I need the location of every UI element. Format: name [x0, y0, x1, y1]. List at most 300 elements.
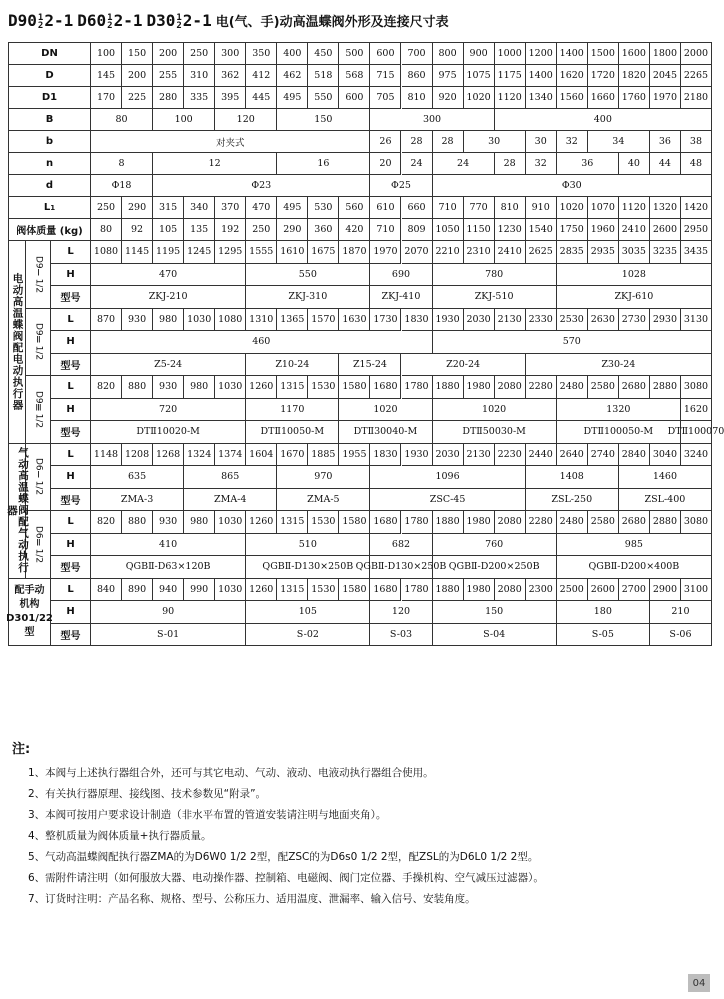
span-cell: ZKJ-310	[246, 286, 370, 309]
span-cell: S-04	[433, 624, 557, 647]
value-cell: 3435	[681, 241, 712, 264]
span-cell: S-01	[91, 624, 246, 647]
row-label: L	[51, 444, 91, 467]
value-cell: 715	[370, 65, 401, 87]
row-label: 阀体质量 (kg)	[9, 219, 91, 241]
dn-cell: 500	[339, 43, 370, 65]
span-cell: 1320	[557, 399, 681, 422]
value-cell: 3240	[681, 444, 712, 467]
value-cell: 1970	[370, 241, 401, 264]
value-cell: 3080	[681, 511, 712, 534]
value-cell: 2950	[681, 219, 712, 241]
page-title	[8, 6, 708, 36]
value-cell: 250	[246, 219, 277, 241]
span-cell: 180	[557, 601, 650, 624]
value-cell: 2410	[619, 219, 650, 241]
value-cell: 870	[91, 309, 122, 332]
row-label: L	[51, 376, 91, 399]
value-cell: 2630	[588, 309, 619, 332]
span-cell: 985	[557, 534, 712, 557]
dn-cell: 1600	[619, 43, 650, 65]
note-item: 7、订货时注明：产品名称、规格、型号、公称压力、适用温度、泄漏率、输入信号、安装角度。	[28, 893, 476, 905]
value-cell: 192	[215, 219, 246, 241]
value-cell: 530	[308, 197, 339, 219]
span-cell: Φ23	[153, 175, 370, 197]
value-cell: 2880	[650, 511, 681, 534]
span-cell: 105	[246, 601, 370, 624]
value-cell: 170	[91, 87, 122, 109]
value-cell: 930	[153, 511, 184, 534]
span-cell: 682	[370, 534, 432, 557]
span-cell: 300	[370, 109, 494, 131]
value-cell: 280	[153, 87, 184, 109]
dn-cell: 700	[402, 43, 433, 65]
span-cell: 24	[402, 153, 433, 175]
value-cell: 462	[277, 65, 308, 87]
span-cell: 44	[650, 153, 681, 175]
span-cell: 32	[526, 153, 557, 175]
value-cell: 1120	[619, 197, 650, 219]
value-cell: 2130	[464, 444, 495, 467]
span-cell: QGBⅡ-D130×250B	[246, 556, 370, 579]
span-cell: Φ18	[91, 175, 153, 197]
value-cell: 1070	[588, 197, 619, 219]
notes-section	[12, 738, 702, 910]
value-cell: 980	[184, 376, 215, 399]
span-cell: 32	[557, 131, 588, 153]
value-cell: 1680	[370, 579, 401, 602]
span-cell: 470	[91, 264, 246, 287]
value-cell: 1620	[557, 65, 588, 87]
dn-cell: 250	[184, 43, 215, 65]
span-cell: 36	[557, 153, 619, 175]
span-cell: S-06	[650, 624, 712, 647]
span-cell: 8	[91, 153, 153, 175]
value-cell: 2230	[495, 444, 526, 467]
span-cell: DTⅡ50030-M	[433, 421, 557, 444]
span-cell: 24	[433, 153, 495, 175]
value-cell: 2480	[557, 511, 588, 534]
value-cell: 2130	[495, 309, 526, 332]
row-label: H	[51, 264, 91, 287]
span-cell: ZSL-400	[619, 489, 712, 512]
span-cell: S-05	[557, 624, 650, 647]
span-cell: 30	[464, 131, 526, 153]
span-cell: 1096	[370, 466, 525, 489]
value-cell: 2210	[433, 241, 464, 264]
span-cell: ZMA-4	[184, 489, 277, 512]
value-cell: 1320	[650, 197, 681, 219]
value-cell: 2280	[526, 511, 557, 534]
value-cell: 1880	[433, 511, 464, 534]
span-cell: 1170	[246, 399, 339, 422]
span-cell: 1408	[526, 466, 619, 489]
dn-cell: 1000	[495, 43, 526, 65]
value-cell: 2045	[650, 65, 681, 87]
value-cell: 1260	[246, 579, 277, 602]
value-cell: 1830	[370, 444, 401, 467]
value-cell: 1570	[308, 309, 339, 332]
span-cell: ZMA-5	[277, 489, 370, 512]
value-cell: 1530	[308, 511, 339, 534]
value-cell: 2600	[650, 219, 681, 241]
value-cell: 1030	[184, 309, 215, 332]
value-cell: 550	[308, 87, 339, 109]
value-cell: 2880	[650, 376, 681, 399]
dn-cell: 450	[308, 43, 339, 65]
span-cell: 28	[402, 131, 433, 153]
value-cell: 1880	[433, 579, 464, 602]
value-cell: 518	[308, 65, 339, 87]
dn-cell: 900	[464, 43, 495, 65]
value-cell: 2180	[681, 87, 712, 109]
value-cell: 920	[433, 87, 464, 109]
value-cell: 1885	[308, 444, 339, 467]
value-cell: 2580	[588, 376, 619, 399]
value-cell: 1560	[557, 87, 588, 109]
value-cell: 2080	[495, 579, 526, 602]
value-cell: 1020	[464, 87, 495, 109]
value-cell: 1268	[153, 444, 184, 467]
span-cell: 550	[246, 264, 370, 287]
value-cell: 310	[184, 65, 215, 87]
span-cell: 34	[588, 131, 650, 153]
value-cell: 2835	[557, 241, 588, 264]
notes-title: 注:	[12, 742, 31, 757]
row-label: H	[51, 331, 91, 354]
row-label: 型号	[51, 421, 91, 444]
span-cell: 865	[184, 466, 277, 489]
value-cell: 92	[122, 219, 153, 241]
actuator-model: D9Ⅱ1/2	[26, 309, 51, 377]
value-cell: 1580	[339, 579, 370, 602]
row-label: H	[51, 601, 91, 624]
value-cell: 1760	[619, 87, 650, 109]
value-cell: 340	[184, 197, 215, 219]
value-cell: 2440	[526, 444, 557, 467]
note-item: 2、有关执行器原理、接线图、技术参数见“附录”。	[28, 788, 267, 800]
value-cell: 255	[153, 65, 184, 87]
value-cell: 80	[91, 219, 122, 241]
span-cell: 1020	[339, 399, 432, 422]
value-cell: 1315	[277, 376, 308, 399]
title-text: 电(气、手)动高温蝶阀外形及连接尺寸表	[215, 15, 449, 30]
value-cell: 1730	[370, 309, 401, 332]
value-cell: 1680	[370, 376, 401, 399]
span-cell: S-02	[246, 624, 370, 647]
value-cell: 3130	[681, 309, 712, 332]
value-cell: 2480	[557, 376, 588, 399]
value-cell: 1148	[91, 444, 122, 467]
span-cell: 210	[650, 601, 712, 624]
span-cell: 90	[91, 601, 246, 624]
span-cell: 1620	[681, 399, 712, 422]
value-cell: 1230	[495, 219, 526, 241]
span-cell: 120	[215, 109, 277, 131]
value-cell: 2840	[619, 444, 650, 467]
row-label: H	[51, 534, 91, 557]
span-cell: 150	[433, 601, 557, 624]
value-cell: 2080	[495, 511, 526, 534]
value-cell: 1930	[402, 444, 433, 467]
value-cell: 880	[122, 376, 153, 399]
span-cell: 38	[681, 131, 712, 153]
value-cell: 1365	[277, 309, 308, 332]
dn-cell: 300	[215, 43, 246, 65]
value-cell: 362	[215, 65, 246, 87]
value-cell: 1580	[339, 376, 370, 399]
value-cell: 1260	[246, 376, 277, 399]
value-cell: 412	[246, 65, 277, 87]
value-cell: 2680	[619, 376, 650, 399]
actuator-model: D9Ⅲ1/2	[26, 376, 51, 444]
value-cell: 1295	[215, 241, 246, 264]
span-cell: Φ30	[433, 175, 712, 197]
value-cell: 930	[153, 376, 184, 399]
span-cell: 150	[277, 109, 370, 131]
row-label: n	[9, 153, 91, 175]
span-cell: 570	[433, 331, 712, 354]
span-cell: S-03	[370, 624, 432, 647]
value-cell: 810	[402, 87, 433, 109]
value-cell: 710	[370, 219, 401, 241]
dn-cell: 1400	[557, 43, 588, 65]
row-label: D1	[9, 87, 91, 109]
span-cell: QGBⅡ-D130×250B	[370, 556, 432, 579]
value-cell: 2530	[557, 309, 588, 332]
dn-cell: 1500	[588, 43, 619, 65]
span-cell: ZKJ-210	[91, 286, 246, 309]
value-cell: 1080	[91, 241, 122, 264]
title-model-1: D60 1 2 2-1	[77, 11, 143, 31]
span-cell: 120	[370, 601, 432, 624]
value-cell: 1830	[402, 309, 433, 332]
value-cell: 200	[122, 65, 153, 87]
span-cell: DTⅡ100070	[681, 421, 712, 444]
value-cell: 495	[277, 87, 308, 109]
span-cell: ZKJ-610	[557, 286, 712, 309]
value-cell: 3040	[650, 444, 681, 467]
value-cell: 1680	[370, 511, 401, 534]
value-cell: 1080	[215, 309, 246, 332]
span-cell: 690	[370, 264, 432, 287]
page-number: 04	[688, 974, 710, 992]
manual-group-label: 配手动 机构 D301/22型	[9, 579, 51, 647]
span-cell: 510	[246, 534, 370, 557]
value-cell: 1340	[526, 87, 557, 109]
value-cell: 290	[122, 197, 153, 219]
row-label: 型号	[51, 354, 91, 377]
span-cell: ZKJ-510	[433, 286, 557, 309]
value-cell: 135	[184, 219, 215, 241]
span-cell: 48	[681, 153, 712, 175]
value-cell: 1780	[402, 376, 433, 399]
value-cell: 3080	[681, 376, 712, 399]
note-item: 3、本阀可按用户要求设计制造（非水平布置的管道安装请注明与地面夹角）。	[28, 809, 387, 821]
value-cell: 360	[308, 219, 339, 241]
value-cell: 2625	[526, 241, 557, 264]
value-cell: 1120	[495, 87, 526, 109]
row-label: b	[9, 131, 91, 153]
value-cell: 1630	[339, 309, 370, 332]
value-cell: 1245	[184, 241, 215, 264]
value-cell: 1260	[246, 511, 277, 534]
value-cell: 2030	[433, 444, 464, 467]
span-cell: 30	[526, 131, 557, 153]
value-cell: 2330	[526, 309, 557, 332]
row-label: B	[9, 109, 91, 131]
value-cell: 1930	[433, 309, 464, 332]
span-cell: 1460	[619, 466, 712, 489]
value-cell: 840	[91, 579, 122, 602]
span-cell: 1020	[433, 399, 557, 422]
span-cell: DTⅡ100050-M	[557, 421, 681, 444]
span-cell: 16	[277, 153, 370, 175]
value-cell: 2935	[588, 241, 619, 264]
value-cell: 2080	[495, 376, 526, 399]
span-cell: 100	[153, 109, 215, 131]
value-cell: 2600	[588, 579, 619, 602]
row-label: D	[9, 65, 91, 87]
value-cell: 1955	[339, 444, 370, 467]
span-cell: 28	[495, 153, 526, 175]
dn-cell: 800	[433, 43, 464, 65]
title-model-2: D30 1 2 2-1	[146, 11, 212, 31]
span-cell: 对夹式	[91, 131, 370, 153]
span-cell: ZMA-3	[91, 489, 184, 512]
value-cell: 495	[277, 197, 308, 219]
row-label: L	[51, 309, 91, 332]
row-label: L	[51, 511, 91, 534]
span-cell: 20	[370, 153, 401, 175]
row-label: L 1	[9, 197, 91, 219]
value-cell: 705	[370, 87, 401, 109]
row-label: H	[51, 466, 91, 489]
value-cell: 1420	[681, 197, 712, 219]
value-cell: 820	[91, 511, 122, 534]
value-cell: 990	[184, 579, 215, 602]
value-cell: 1555	[246, 241, 277, 264]
row-label: 型号	[51, 556, 91, 579]
span-cell: 1028	[557, 264, 712, 287]
value-cell: 1980	[464, 579, 495, 602]
value-cell: 2680	[619, 511, 650, 534]
span-cell: QGBⅡ-D200×250B	[433, 556, 557, 579]
span-cell: Z15-24	[339, 354, 401, 377]
value-cell: 1780	[402, 579, 433, 602]
value-cell: 2640	[557, 444, 588, 467]
value-cell: 470	[246, 197, 277, 219]
value-cell: 1530	[308, 376, 339, 399]
value-cell: 105	[153, 219, 184, 241]
dn-cell: 600	[370, 43, 401, 65]
span-cell: 28	[433, 131, 464, 153]
span-cell: 460	[91, 331, 433, 354]
value-cell: 1310	[246, 309, 277, 332]
value-cell: 1400	[526, 65, 557, 87]
note-item: 1、本阀与上述执行器组合外，还可与其它电动、气动、液动、电液动执行器组合使用。	[28, 767, 434, 779]
row-label: 型号	[51, 489, 91, 512]
span-cell: Z10-24	[246, 354, 339, 377]
value-cell: 335	[184, 87, 215, 109]
row-label: 型号	[51, 286, 91, 309]
value-cell: 1960	[588, 219, 619, 241]
value-cell: 1660	[588, 87, 619, 109]
value-cell: 1540	[526, 219, 557, 241]
value-cell: 1820	[619, 65, 650, 87]
value-cell: 1324	[184, 444, 215, 467]
span-cell: ZKJ-410	[370, 286, 432, 309]
span-cell: 36	[650, 131, 681, 153]
value-cell: 1980	[464, 376, 495, 399]
span-cell: 720	[91, 399, 246, 422]
dn-cell: 100	[91, 43, 122, 65]
span-cell: Z5-24	[91, 354, 246, 377]
span-cell: DTⅡ10020-M	[91, 421, 246, 444]
span-cell: 780	[433, 264, 557, 287]
span-cell: DTⅡ30040-M	[339, 421, 432, 444]
value-cell: 1970	[650, 87, 681, 109]
note-item: 4、整机质量为阀体质量+执行器质量。	[28, 830, 212, 842]
row-label: H	[51, 399, 91, 422]
value-cell: 1020	[557, 197, 588, 219]
value-cell: 370	[215, 197, 246, 219]
span-cell: 12	[153, 153, 277, 175]
value-cell: 1750	[557, 219, 588, 241]
value-cell: 2730	[619, 309, 650, 332]
value-cell: 290	[277, 219, 308, 241]
value-cell: 2900	[650, 579, 681, 602]
span-cell: 635	[91, 466, 184, 489]
actuator-model: D9Ⅰ1/2	[26, 241, 51, 309]
value-cell: 710	[433, 197, 464, 219]
span-cell: 80	[91, 109, 153, 131]
value-cell: 568	[339, 65, 370, 87]
dn-cell: 1200	[526, 43, 557, 65]
span-cell: Φ25	[370, 175, 432, 197]
actuator-model: D6Ⅰ1/2	[26, 444, 51, 512]
value-cell: 809	[402, 219, 433, 241]
value-cell: 2580	[588, 511, 619, 534]
dn-cell: 150	[122, 43, 153, 65]
span-cell: QGBⅡ-D200×400B	[557, 556, 712, 579]
value-cell: 395	[215, 87, 246, 109]
value-cell: 225	[122, 87, 153, 109]
value-cell: 2740	[588, 444, 619, 467]
value-cell: 1580	[339, 511, 370, 534]
value-cell: 1208	[122, 444, 153, 467]
value-cell: 1175	[495, 65, 526, 87]
value-cell: 980	[184, 511, 215, 534]
row-label: L	[51, 241, 91, 264]
value-cell: 1530	[308, 579, 339, 602]
value-cell: 1030	[215, 376, 246, 399]
value-cell: 2500	[557, 579, 588, 602]
span-cell: QGBⅡ-D63×120B	[91, 556, 246, 579]
value-cell: 2030	[464, 309, 495, 332]
dn-cell: 400	[277, 43, 308, 65]
value-cell: 1720	[588, 65, 619, 87]
span-cell: Z30-24	[526, 354, 712, 377]
value-cell: 890	[122, 579, 153, 602]
value-cell: 1030	[215, 511, 246, 534]
span-cell: 400	[495, 109, 712, 131]
value-cell: 145	[91, 65, 122, 87]
value-cell: 2410	[495, 241, 526, 264]
span-cell: 760	[433, 534, 557, 557]
value-cell: 1050	[433, 219, 464, 241]
dn-cell: 1800	[650, 43, 681, 65]
